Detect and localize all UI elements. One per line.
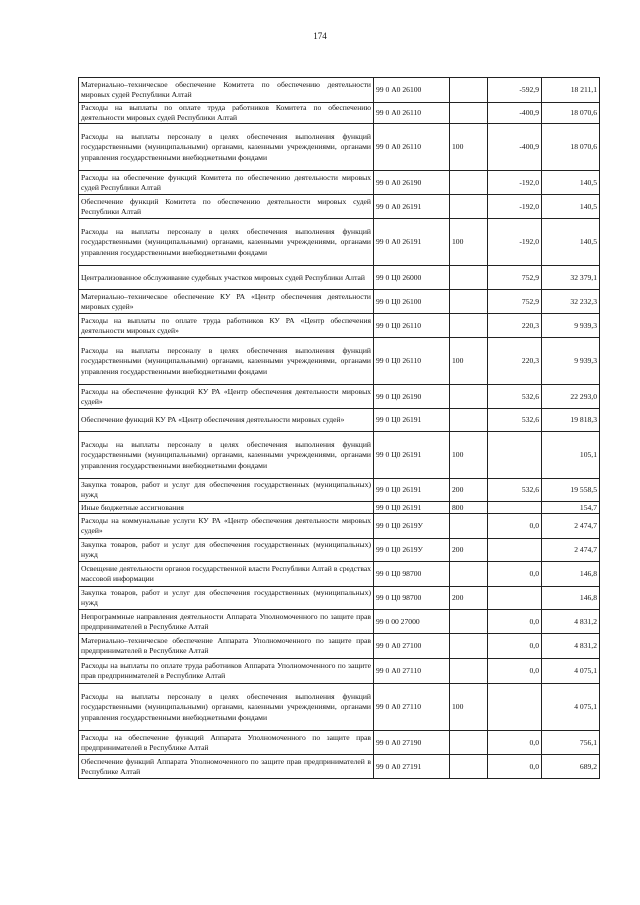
- row-change-cell: 220,3: [488, 338, 542, 385]
- row-expense-type-cell: [450, 731, 488, 755]
- row-change-cell: 532,6: [488, 409, 542, 432]
- row-total-cell: 4 075,1: [542, 659, 600, 684]
- row-change-cell: 0,0: [488, 755, 542, 779]
- row-total-cell: 18 070,6: [542, 103, 600, 124]
- table-row: [79, 610, 600, 634]
- row-name-cell: Материально–техническое обеспечение Комитета по обеспечению деятельности мировых судей Республики Алтай: [79, 78, 374, 103]
- table-row: [79, 338, 600, 385]
- row-target-article-cell: 99 0 Ц0 26190: [374, 385, 450, 409]
- row-total-cell: 2 474,7: [542, 539, 600, 562]
- row-name-cell: Расходы на выплаты персоналу в целях обеспечения выполнения функций государственными (муниципальными) органами, казенными учреждениями, органами управления государственными внебюджетными фондами: [79, 338, 374, 385]
- row-target-article-cell: 99 0 А0 27110: [374, 684, 450, 731]
- row-change-cell: 532,6: [488, 479, 542, 502]
- row-target-article-cell: 99 0 Ц0 2619У: [374, 539, 450, 562]
- row-name-cell: Централизованное обслуживание судебных участков мировых судей Республики Алтай: [79, 266, 374, 290]
- row-expense-type-cell: 100: [450, 432, 488, 479]
- table-row: [79, 171, 600, 195]
- row-total-cell: 32 232,3: [542, 290, 600, 314]
- row-change-cell: 0,0: [488, 562, 542, 587]
- row-name-cell: Расходы на коммунальные услуги КУ РА «Центр обеспечения деятельности мировых судей»: [79, 514, 374, 539]
- row-expense-type-cell: [450, 562, 488, 587]
- row-target-article-cell: 99 0 А0 26191: [374, 219, 450, 266]
- row-change-cell: 0,0: [488, 659, 542, 684]
- row-name-cell: Расходы на выплаты персоналу в целях обеспечения выполнения функций государственными (муниципальными) органами, казенными учреждениями, органами управления государственными внебюджетными фондами: [79, 432, 374, 479]
- row-name-cell: Закупка товаров, работ и услуг для обеспечения государственных (муниципальных) нужд: [79, 539, 374, 562]
- row-name-cell: Освещение деятельности органов государственной власти Республики Алтай в средствах массовой информации: [79, 562, 374, 587]
- row-expense-type-cell: [450, 290, 488, 314]
- row-change-cell: [488, 587, 542, 610]
- row-name-cell: Расходы на выплаты по оплате труда работников Комитета по обеспечению деятельности мировых судей Республики Алтай: [79, 103, 374, 124]
- row-expense-type-cell: 200: [450, 479, 488, 502]
- table-row: [79, 78, 600, 103]
- row-total-cell: 146,8: [542, 562, 600, 587]
- row-target-article-cell: 99 0 Ц0 26191: [374, 502, 450, 514]
- row-target-article-cell: 99 0 Ц0 2619У: [374, 514, 450, 539]
- row-expense-type-cell: 100: [450, 684, 488, 731]
- row-target-article-cell: 99 0 Ц0 26191: [374, 409, 450, 432]
- table-row: [79, 290, 600, 314]
- row-total-cell: 756,1: [542, 731, 600, 755]
- row-total-cell: 22 293,0: [542, 385, 600, 409]
- row-expense-type-cell: [450, 103, 488, 124]
- row-change-cell: 752,9: [488, 290, 542, 314]
- row-name-cell: Расходы на выплаты персоналу в целях обеспечения выполнения функций государственными (муниципальными) органами, казенными учреждениями, органами управления государственными внебюджетными фондами: [79, 219, 374, 266]
- table-row: [79, 124, 600, 171]
- table-row: [79, 587, 600, 610]
- page-number: 174: [313, 31, 327, 41]
- row-name-cell: Закупка товаров, работ и услуг для обеспечения государственных (муниципальных) нужд: [79, 479, 374, 502]
- row-target-article-cell: 99 0 Ц0 98700: [374, 562, 450, 587]
- row-expense-type-cell: [450, 385, 488, 409]
- table-row: [79, 502, 600, 514]
- table-row: [79, 562, 600, 587]
- table-row: [79, 634, 600, 659]
- table-row: [79, 432, 600, 479]
- row-target-article-cell: 99 0 Ц0 26191: [374, 479, 450, 502]
- row-expense-type-cell: 100: [450, 219, 488, 266]
- row-name-cell: Непрограммные направления деятельности Аппарата Уполномоченного по защите прав предпринимателей в Республике Алтай: [79, 610, 374, 634]
- row-target-article-cell: 99 0 Ц0 98700: [374, 587, 450, 610]
- table-row: [79, 539, 600, 562]
- row-name-cell: Расходы на обеспечение функций КУ РА «Центр обеспечения деятельности мировых судей»: [79, 385, 374, 409]
- table-row: [79, 219, 600, 266]
- row-name-cell: Материально–техническое обеспечение Аппарата Уполномоченного по защите прав предпринимателей в Республике Алтай: [79, 634, 374, 659]
- row-total-cell: 140,5: [542, 171, 600, 195]
- row-total-cell: 9 939,3: [542, 314, 600, 338]
- row-target-article-cell: 99 0 А0 27100: [374, 634, 450, 659]
- row-target-article-cell: 99 0 А0 27110: [374, 659, 450, 684]
- row-expense-type-cell: 100: [450, 124, 488, 171]
- row-name-cell: Расходы на выплаты по оплате труда работников Аппарата Уполномоченного по защите прав предпринимателей в Республике Алтай: [79, 659, 374, 684]
- row-name-cell: Иные бюджетные ассигнования: [79, 502, 374, 514]
- table-row: [79, 314, 600, 338]
- row-expense-type-cell: 200: [450, 587, 488, 610]
- row-expense-type-cell: [450, 514, 488, 539]
- row-total-cell: 4 075,1: [542, 684, 600, 731]
- row-total-cell: 689,2: [542, 755, 600, 779]
- row-change-cell: 220,3: [488, 314, 542, 338]
- row-expense-type-cell: [450, 409, 488, 432]
- row-expense-type-cell: [450, 659, 488, 684]
- row-name-cell: Расходы на выплаты персоналу в целях обеспечения выполнения функций государственными (муниципальными) органами, казенными учреждениями, органами управления государственными внебюджетными фондами: [79, 124, 374, 171]
- row-change-cell: 0,0: [488, 514, 542, 539]
- row-expense-type-cell: [450, 634, 488, 659]
- row-expense-type-cell: 200: [450, 539, 488, 562]
- table-row: [79, 659, 600, 684]
- row-target-article-cell: 99 0 Ц0 26000: [374, 266, 450, 290]
- row-change-cell: 0,0: [488, 610, 542, 634]
- row-target-article-cell: 99 0 Ц0 26100: [374, 290, 450, 314]
- table-row: [79, 409, 600, 432]
- table-row: [79, 731, 600, 755]
- row-target-article-cell: 99 0 А0 26110: [374, 124, 450, 171]
- row-change-cell: -400,9: [488, 124, 542, 171]
- table-row: [79, 385, 600, 409]
- row-total-cell: 4 831,2: [542, 610, 600, 634]
- row-target-article-cell: 99 0 А0 26190: [374, 171, 450, 195]
- table-row: [79, 266, 600, 290]
- row-name-cell: Расходы на выплаты персоналу в целях обеспечения выполнения функций государственными (муниципальными) органами, казенными учреждениями, органами управления государственными внебюджетными фондами: [79, 684, 374, 731]
- row-name-cell: Закупка товаров, работ и услуг для обеспечения государственных (муниципальных) нужд: [79, 587, 374, 610]
- row-target-article-cell: 99 0 А0 26191: [374, 195, 450, 219]
- row-name-cell: Материально–техническое обеспечение КУ РА «Центр обеспечения деятельности мировых судей»: [79, 290, 374, 314]
- row-total-cell: 2 474,7: [542, 514, 600, 539]
- row-target-article-cell: 99 0 Ц0 26110: [374, 338, 450, 385]
- row-change-cell: -192,0: [488, 219, 542, 266]
- row-change-cell: -592,9: [488, 78, 542, 103]
- row-total-cell: 9 939,3: [542, 338, 600, 385]
- table-row: [79, 195, 600, 219]
- row-change-cell: [488, 432, 542, 479]
- row-target-article-cell: 99 0 А0 27191: [374, 755, 450, 779]
- row-total-cell: 105,1: [542, 432, 600, 479]
- row-change-cell: -192,0: [488, 171, 542, 195]
- row-expense-type-cell: [450, 610, 488, 634]
- row-target-article-cell: 99 0 А0 26100: [374, 78, 450, 103]
- row-expense-type-cell: [450, 755, 488, 779]
- row-change-cell: [488, 502, 542, 514]
- row-total-cell: 32 379,1: [542, 266, 600, 290]
- table-row: [79, 479, 600, 502]
- row-change-cell: -400,9: [488, 103, 542, 124]
- budget-table-body: [79, 78, 600, 779]
- row-total-cell: 19 558,5: [542, 479, 600, 502]
- row-name-cell: Обеспечение функций Аппарата Уполномоченного по защите прав предпринимателей в Республике Алтай: [79, 755, 374, 779]
- row-name-cell: Обеспечение функций КУ РА «Центр обеспечения деятельности мировых судей»: [79, 409, 374, 432]
- row-change-cell: 0,0: [488, 731, 542, 755]
- table-row: [79, 514, 600, 539]
- row-change-cell: 752,9: [488, 266, 542, 290]
- row-target-article-cell: 99 0 Ц0 26110: [374, 314, 450, 338]
- row-expense-type-cell: [450, 78, 488, 103]
- row-total-cell: 19 818,3: [542, 409, 600, 432]
- budget-table: [78, 77, 600, 779]
- row-expense-type-cell: 100: [450, 338, 488, 385]
- table-row: [79, 103, 600, 124]
- row-target-article-cell: 99 0 00 27000: [374, 610, 450, 634]
- table-row: [79, 755, 600, 779]
- row-expense-type-cell: 800: [450, 502, 488, 514]
- row-total-cell: 146,8: [542, 587, 600, 610]
- row-name-cell: Обеспечение функций Комитета по обеспечению деятельности мировых судей Республики Алтай: [79, 195, 374, 219]
- row-name-cell: Расходы на выплаты по оплате труда работников КУ РА «Центр обеспечения деятельности мировых судей»: [79, 314, 374, 338]
- row-expense-type-cell: [450, 314, 488, 338]
- row-target-article-cell: 99 0 Ц0 26191: [374, 432, 450, 479]
- row-total-cell: 140,5: [542, 219, 600, 266]
- row-target-article-cell: 99 0 А0 27190: [374, 731, 450, 755]
- row-name-cell: Расходы на обеспечение функций Комитета по обеспечению деятельности мировых судей Республики Алтай: [79, 171, 374, 195]
- row-change-cell: 0,0: [488, 634, 542, 659]
- row-target-article-cell: 99 0 А0 26110: [374, 103, 450, 124]
- row-total-cell: 18 070,6: [542, 124, 600, 171]
- row-total-cell: 154,7: [542, 502, 600, 514]
- row-change-cell: [488, 684, 542, 731]
- row-change-cell: -192,0: [488, 195, 542, 219]
- row-change-cell: [488, 539, 542, 562]
- row-name-cell: Расходы на обеспечение функций Аппарата Уполномоченного по защите прав предпринимателей в Республике Алтай: [79, 731, 374, 755]
- row-total-cell: 4 831,2: [542, 634, 600, 659]
- row-change-cell: 532,6: [488, 385, 542, 409]
- table-row: [79, 684, 600, 731]
- row-expense-type-cell: [450, 171, 488, 195]
- row-expense-type-cell: [450, 266, 488, 290]
- row-total-cell: 18 211,1: [542, 78, 600, 103]
- row-expense-type-cell: [450, 195, 488, 219]
- row-total-cell: 140,5: [542, 195, 600, 219]
